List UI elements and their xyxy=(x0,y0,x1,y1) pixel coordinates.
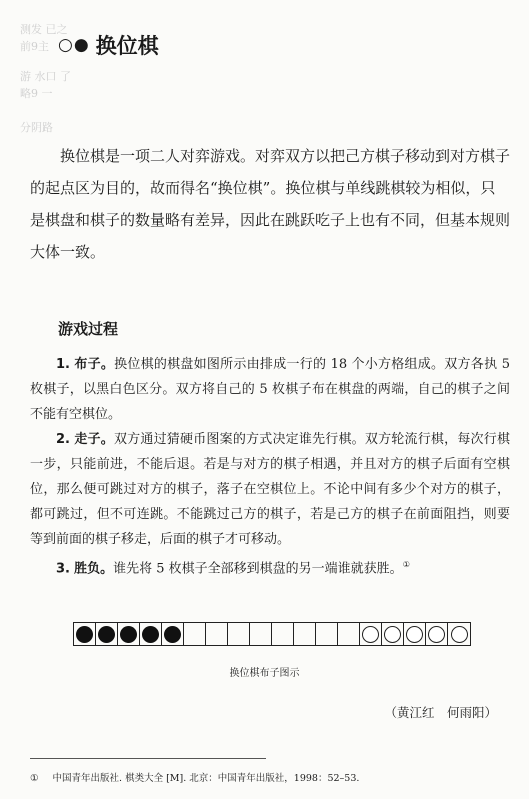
rule-number: 1. xyxy=(56,357,70,372)
board-cell xyxy=(140,623,162,645)
section-title: 游戏过程 xyxy=(58,320,119,338)
ghost-line: 游 水口 了 xyxy=(20,70,71,83)
white-stone xyxy=(406,626,423,643)
board-cell xyxy=(228,623,250,645)
footnote-mark: ① xyxy=(402,560,410,569)
board-cell xyxy=(96,623,118,645)
footnote-divider xyxy=(30,758,266,759)
rules-list xyxy=(30,352,510,581)
footnote-number: ① xyxy=(30,773,39,784)
board-cell xyxy=(272,623,294,645)
rule-heading: 胜负。 xyxy=(74,561,114,577)
rule-item xyxy=(30,352,510,427)
game-board xyxy=(73,622,471,646)
rule-text: 换位棋的棋盘如图所示由排成一行的 18 个小方格组成。双方各执 5 枚棋子，以黑白色区分。双方将自己的 5 枚棋子布在棋盘的两端，自己的棋子之间不能有空棋位。 xyxy=(30,357,510,422)
board-cell xyxy=(448,623,470,645)
author-credit: （黄江红 何雨阳） xyxy=(384,705,497,720)
ghost-line: 前9主 xyxy=(20,39,49,53)
board-cell xyxy=(426,623,448,645)
board-cell xyxy=(338,623,360,645)
rule-text: 双方通过猜硬币图案的方式决定谁先行棋。双方轮流行棋，每次行棋一步，只能前进，不能后退。若是与对方的棋子相遇，并且对方的棋子后面有空棋位，那么便可跳过对方的棋子，落子在空棋位上。不论中间有多少个对方的棋子，都可跳过，但不可连跳。不能跳过己方的棋子，若是己方的棋子在前面阻挡，则要等到前面的棋子移走，后面的棋子才可移动。 xyxy=(30,432,510,547)
board-cell xyxy=(184,623,206,645)
board-cell xyxy=(294,623,316,645)
board-cell xyxy=(250,623,272,645)
board-cell xyxy=(404,623,426,645)
circle-pair-icon: ○● xyxy=(58,35,90,55)
ghost-line: 略9 一 xyxy=(20,86,53,100)
board-cell xyxy=(118,623,140,645)
ghost-line: 分阴路 xyxy=(20,121,53,134)
page-title: 换位棋 xyxy=(95,34,159,58)
rule-number: 3. xyxy=(56,561,70,577)
intro-paragraph: 换位棋是一项二人对弈游戏。对弈双方以把己方棋子移动到对方棋子的起点区为目的，故而得名“换位棋”。换位棋与单线跳棋较为相似，只是棋盘和棋子的数量略有差异，因此在跳跃吃子上也有不同，但基本规则大体一致。 xyxy=(30,147,511,261)
page-title-row xyxy=(58,30,159,60)
footnote-text: 中国青年出版社. 棋类大全 [M]. 北京：中国青年出版社，1998：52–53. xyxy=(52,773,360,784)
board-cell xyxy=(360,623,382,645)
ghost-line: 测发 已之 xyxy=(20,23,68,36)
white-stone xyxy=(451,626,468,643)
board-cell xyxy=(162,623,184,645)
figure-caption: 换位棋布子图示 xyxy=(229,668,300,679)
footnote xyxy=(30,770,373,784)
black-stone xyxy=(98,626,115,643)
white-stone xyxy=(384,626,401,643)
rule-heading: 布子。 xyxy=(74,357,115,372)
rule-number: 2. xyxy=(56,432,70,447)
black-stone xyxy=(142,626,159,643)
black-stone xyxy=(76,626,93,643)
board-cell xyxy=(206,623,228,645)
rule-heading: 走子。 xyxy=(74,432,114,447)
black-stone xyxy=(120,626,137,643)
white-stone xyxy=(428,626,445,643)
board-cell xyxy=(382,623,404,645)
board-cell xyxy=(316,623,338,645)
rule-item xyxy=(30,427,510,552)
board-cell xyxy=(74,623,96,645)
rule-text: 谁先将 5 枚棋子全部移到棋盘的另一端谁就获胜。 xyxy=(113,561,403,577)
rule-item xyxy=(30,552,510,581)
black-stone xyxy=(164,626,181,643)
white-stone xyxy=(362,626,379,643)
